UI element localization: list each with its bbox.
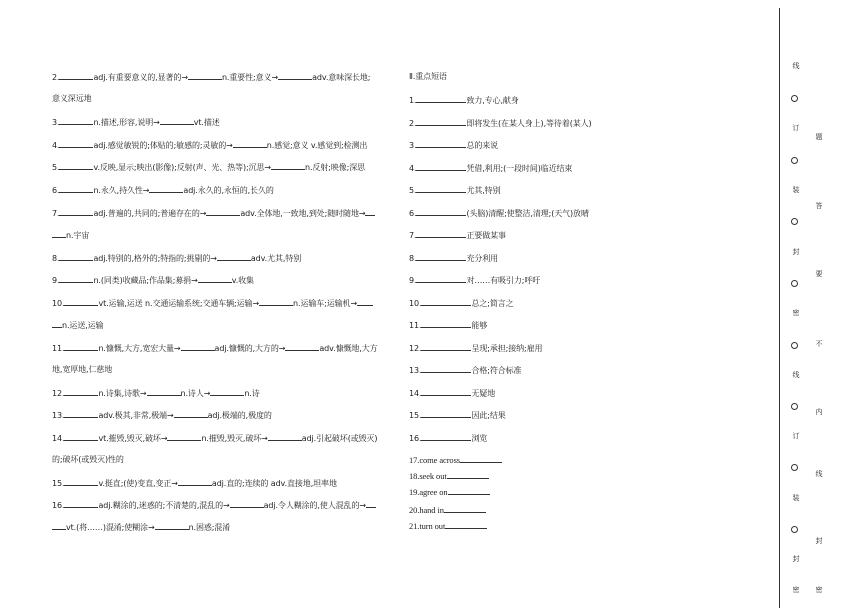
item-number: 10.: [52, 299, 65, 308]
exercise-line: [409, 185, 500, 196]
line-text: adj.永久的,永恒的,长久的: [183, 186, 274, 195]
line-text: 呈现;承担;接纳;雇用: [471, 344, 543, 353]
exercise-line: [409, 365, 521, 376]
line-text: n.诗集,诗歌→: [98, 389, 147, 398]
answer-blank[interactable]: [59, 208, 93, 216]
line-text: n.(同类)收藏品;作品集;募捐→: [93, 276, 198, 285]
answer-blank[interactable]: [278, 72, 312, 80]
item-number: 14.: [52, 434, 65, 443]
exercise-line: [52, 140, 367, 151]
line-text: 的;破坏(或毁灭)性的: [52, 455, 124, 464]
answer-blank[interactable]: [160, 117, 194, 125]
item-number: 12.: [409, 344, 422, 353]
item-number: 2.: [409, 119, 417, 128]
line-text: adj.令人糊涂的,使人混乱的→: [263, 501, 366, 510]
line-text: adj.糊涂的,迷惑的;不清楚的,混乱的→: [98, 501, 230, 510]
answer-blank[interactable]: [181, 343, 215, 351]
margin-char: 线: [792, 371, 800, 379]
answer-blank[interactable]: [64, 388, 98, 396]
item-number: 8.: [409, 254, 417, 263]
answer-blank[interactable]: [448, 487, 490, 495]
line-text: n.摧毁,毁灭,破坏→: [201, 434, 268, 443]
exercise-line: [52, 433, 377, 444]
answer-blank[interactable]: [59, 72, 93, 80]
answer-blank[interactable]: [210, 388, 244, 396]
answer-blank[interactable]: [52, 320, 62, 328]
answer-blank[interactable]: [416, 163, 466, 171]
line-text: adj.有重要意义的,显著的→: [93, 73, 188, 82]
exercise-line: [409, 253, 498, 264]
line-text: 合格;符合标准: [471, 366, 522, 375]
answer-blank[interactable]: [444, 505, 486, 513]
line-text: 无疑地: [471, 389, 496, 398]
binding-hole-icon: [791, 464, 798, 471]
answer-blank[interactable]: [59, 253, 93, 261]
item-number: 13.: [52, 411, 65, 420]
binding-hole-icon: [791, 280, 798, 287]
exercise-line: [52, 72, 370, 83]
exercise-line: [52, 320, 103, 331]
item-number: 17.come across: [409, 455, 460, 465]
answer-blank[interactable]: [421, 320, 471, 328]
answer-blank[interactable]: [174, 410, 208, 418]
line-text: 凭借,利用;(一段时间)临近结束: [466, 164, 573, 173]
answer-blank[interactable]: [445, 521, 487, 529]
item-number: 11.: [409, 321, 422, 330]
answer-blank[interactable]: [421, 433, 471, 441]
exercise-line: [409, 343, 542, 354]
line-text: n.诗: [244, 389, 260, 398]
answer-blank[interactable]: [421, 410, 471, 418]
answer-blank[interactable]: [149, 185, 183, 193]
exercise-line: [409, 455, 502, 465]
line-text: 地,宽厚地,仁慈地: [52, 365, 113, 374]
line-text: vt.(将……)混淆;使糊涂→: [66, 523, 155, 532]
binding-hole-icon: [791, 95, 798, 102]
answer-blank[interactable]: [421, 298, 471, 306]
margin-char: 内: [815, 408, 823, 416]
exercise-line: [52, 343, 378, 354]
item-number: 10.: [409, 299, 422, 308]
line-text: 意义深远地: [52, 94, 92, 103]
line-text: 因此;结果: [471, 411, 506, 420]
binding-hole-icon: [791, 157, 798, 164]
line-text: n.反射;映像;深思: [305, 163, 366, 172]
item-number: 1.: [409, 96, 417, 105]
line-text: n.宇宙: [66, 231, 90, 240]
answer-blank[interactable]: [421, 388, 471, 396]
margin-char: 答: [815, 202, 823, 210]
answer-blank[interactable]: [416, 253, 466, 261]
exercise-line: [409, 140, 498, 151]
margin-char: 密: [792, 586, 800, 594]
answer-blank[interactable]: [59, 162, 93, 170]
answer-blank[interactable]: [357, 298, 373, 306]
line-text: vt.摧毁,毁灭,破坏→: [98, 434, 168, 443]
margin-char: 线: [792, 62, 800, 70]
answer-blank[interactable]: [188, 72, 222, 80]
answer-blank[interactable]: [147, 388, 181, 396]
line-text: v.反映,显示;映出(影像);反射(声、光、热等);沉思→: [93, 163, 272, 172]
answer-blank[interactable]: [233, 140, 267, 148]
exercise-line: [409, 433, 487, 444]
item-number: 4.: [409, 164, 417, 173]
line-text: adv.全体地,一致地,到处;随时随地→: [240, 209, 366, 218]
margin-char: 要: [815, 270, 823, 278]
answer-blank[interactable]: [59, 185, 93, 193]
line-text: 致力,专心,献身: [466, 96, 519, 105]
item-number: 5.: [52, 163, 60, 172]
item-number: 8.: [52, 254, 60, 263]
answer-blank[interactable]: [217, 253, 251, 261]
margin-char: 线: [815, 470, 823, 478]
exercise-line: [52, 117, 220, 128]
answer-blank[interactable]: [178, 478, 212, 486]
answer-blank[interactable]: [416, 208, 466, 216]
line-text: vt.描述: [193, 118, 220, 127]
margin-char: 密: [815, 586, 823, 594]
item-number: 6.: [409, 209, 417, 218]
line-text: adv.尤其,特别: [250, 254, 302, 263]
answer-blank[interactable]: [64, 433, 98, 441]
margin-char: 密: [792, 309, 800, 317]
item-number: 16.: [409, 434, 422, 443]
answer-blank[interactable]: [206, 208, 240, 216]
exercise-line: [52, 185, 274, 196]
exercise-line: [409, 471, 489, 481]
binding-line: [779, 8, 780, 608]
margin-char: 封: [815, 537, 823, 545]
exercise-line: [409, 298, 514, 309]
binding-hole-icon: [791, 342, 798, 349]
item-number: 18.seek out: [409, 471, 447, 481]
line-text: n.慷慨,大方,宽宏大量→: [98, 344, 181, 353]
item-number: 14.: [409, 389, 422, 398]
line-text: n.诗人→: [180, 389, 211, 398]
margin-char: 装: [792, 494, 800, 502]
exercise-line: [52, 365, 112, 375]
line-text: adv.极其,非常,极端→: [98, 411, 174, 420]
exercise-line: [409, 320, 487, 331]
exercise-line: [52, 253, 301, 264]
line-text: adj.直的;连续的 adv.直接地,坦率地: [211, 479, 337, 488]
answer-blank[interactable]: [271, 162, 305, 170]
item-number: 7.: [409, 231, 417, 240]
line-text: 正要做某事: [466, 231, 506, 240]
item-number: 2.: [52, 73, 60, 82]
line-text: 总的来说: [466, 141, 499, 150]
line-text: 充分利用: [466, 254, 499, 263]
item-number: 3.: [409, 141, 417, 150]
line-text: adj.慷慨的,大方的→: [214, 344, 286, 353]
item-number: 5.: [409, 186, 417, 195]
answer-blank[interactable]: [52, 522, 66, 530]
line-text: adv.慷慨地,大方: [319, 344, 378, 353]
line-text: n.运送,运输: [62, 321, 104, 330]
exercise-line: [409, 388, 495, 399]
item-number: 7.: [52, 209, 60, 218]
item-number: 12.: [52, 389, 65, 398]
line-text: 对……有吸引力;呼吁: [466, 276, 541, 285]
binding-hole-icon: [791, 218, 798, 225]
line-text: n.感觉;意义 v.感觉到;检测出: [266, 141, 368, 150]
exercise-line: [409, 521, 487, 531]
exercise-line: [409, 505, 486, 515]
answer-blank[interactable]: [416, 230, 466, 238]
exercise-line: [409, 275, 540, 286]
item-number: 3.: [52, 118, 60, 127]
answer-blank[interactable]: [366, 500, 376, 508]
answer-blank[interactable]: [365, 208, 375, 216]
answer-blank[interactable]: [64, 500, 98, 508]
exercise-line: [52, 162, 365, 173]
item-number: 15.: [52, 479, 65, 488]
item-number: 9.: [52, 276, 60, 285]
margin-char: 装: [792, 186, 800, 194]
margin-char: 订: [792, 124, 800, 132]
exercise-line: [409, 410, 506, 421]
exercise-line: [52, 500, 376, 511]
answer-blank[interactable]: [460, 455, 502, 463]
answer-blank[interactable]: [64, 298, 98, 306]
answer-blank[interactable]: [167, 433, 201, 441]
line-text: 尤其,特别: [466, 186, 501, 195]
answer-blank[interactable]: [416, 275, 466, 283]
line-text: adj.特别的,格外的;特指的;挑剔的→: [93, 254, 217, 263]
answer-blank[interactable]: [268, 433, 302, 441]
line-text: n.永久,持久性→: [93, 186, 150, 195]
exercise-line: [52, 230, 89, 241]
answer-blank[interactable]: [59, 117, 93, 125]
answer-blank[interactable]: [198, 275, 232, 283]
exercise-line: [52, 522, 230, 533]
line-text: adj.感觉敏锐的;体贴的;敏感的;灵敏的→: [93, 141, 233, 150]
line-text: n.描述,形容,说明→: [93, 118, 160, 127]
item-number: 4.: [52, 141, 60, 150]
margin-char: 题: [815, 133, 823, 141]
answer-blank[interactable]: [64, 410, 98, 418]
binding-hole-icon: [791, 526, 798, 533]
binding-hole-icon: [791, 403, 798, 410]
exercise-line: [52, 275, 254, 286]
item-number: 9.: [409, 276, 417, 285]
line-text: 浏览: [471, 434, 488, 443]
line-text: 能够: [471, 321, 488, 330]
answer-blank[interactable]: [52, 230, 66, 238]
item-number: 15.: [409, 411, 422, 420]
answer-blank[interactable]: [59, 140, 93, 148]
answer-blank[interactable]: [416, 140, 466, 148]
line-text: adv.意味深长地;: [312, 73, 371, 82]
line-text: (头脑)清醒;使整洁,清理;(天气)放晴: [466, 209, 589, 218]
answer-blank[interactable]: [421, 365, 471, 373]
exercise-line: [409, 118, 592, 129]
exercise-line: [409, 95, 519, 106]
exercise-line: [409, 208, 589, 219]
line-text: n.重要性;意义→: [221, 73, 279, 82]
margin-char: 订: [792, 432, 800, 440]
exercise-line: [52, 208, 375, 219]
answer-blank[interactable]: [259, 298, 293, 306]
line-text: adj.引起破坏(或毁灭): [301, 434, 378, 443]
answer-blank[interactable]: [416, 95, 466, 103]
item-number: 19.agree on: [409, 487, 448, 497]
exercise-line: [52, 478, 337, 489]
exercise-line: [52, 455, 124, 465]
exercise-line: [409, 163, 572, 174]
margin-char: 封: [792, 248, 800, 256]
exercise-line: [52, 388, 260, 399]
answer-blank[interactable]: [285, 343, 319, 351]
line-text: n.困惑;混淆: [188, 523, 231, 532]
exercise-line: [409, 230, 506, 241]
line-text: 总之;简言之: [471, 299, 514, 308]
answer-blank[interactable]: [421, 343, 471, 351]
item-number: 13.: [409, 366, 422, 375]
line-text: adj.普遍的,共同的;普遍存在的→: [93, 209, 207, 218]
section-title: Ⅱ.重点短语: [409, 72, 447, 81]
exercise-line: [52, 94, 92, 104]
margin-char: 封: [792, 555, 800, 563]
item-number: 11.: [52, 344, 65, 353]
answer-blank[interactable]: [230, 500, 264, 508]
answer-blank[interactable]: [447, 471, 489, 479]
line-text: 即将发生(在某人身上),等待着(某人): [466, 119, 592, 128]
line-text: v.挺直;(使)变直,变正→: [98, 479, 178, 488]
exercise-line: [52, 298, 373, 309]
exercise-line: [409, 487, 490, 497]
line-text: vt.运输,运送 n.交通运输系统;交通车辆;运输→: [98, 299, 260, 308]
line-text: n.运输车;运输机→: [293, 299, 358, 308]
answer-blank[interactable]: [64, 478, 98, 486]
item-number: 20.hand in: [409, 505, 444, 515]
margin-char: 不: [815, 340, 823, 348]
answer-blank[interactable]: [155, 522, 189, 530]
item-number: 21.turn out: [409, 521, 446, 531]
answer-blank[interactable]: [64, 343, 98, 351]
line-text: adj.极端的,极度的: [207, 411, 272, 420]
exercise-line: [52, 410, 272, 421]
item-number: 6.: [52, 186, 60, 195]
answer-blank[interactable]: [59, 275, 93, 283]
item-number: 16.: [52, 501, 65, 510]
answer-blank[interactable]: [416, 185, 466, 193]
line-text: v.收集: [231, 276, 254, 285]
answer-blank[interactable]: [416, 118, 466, 126]
